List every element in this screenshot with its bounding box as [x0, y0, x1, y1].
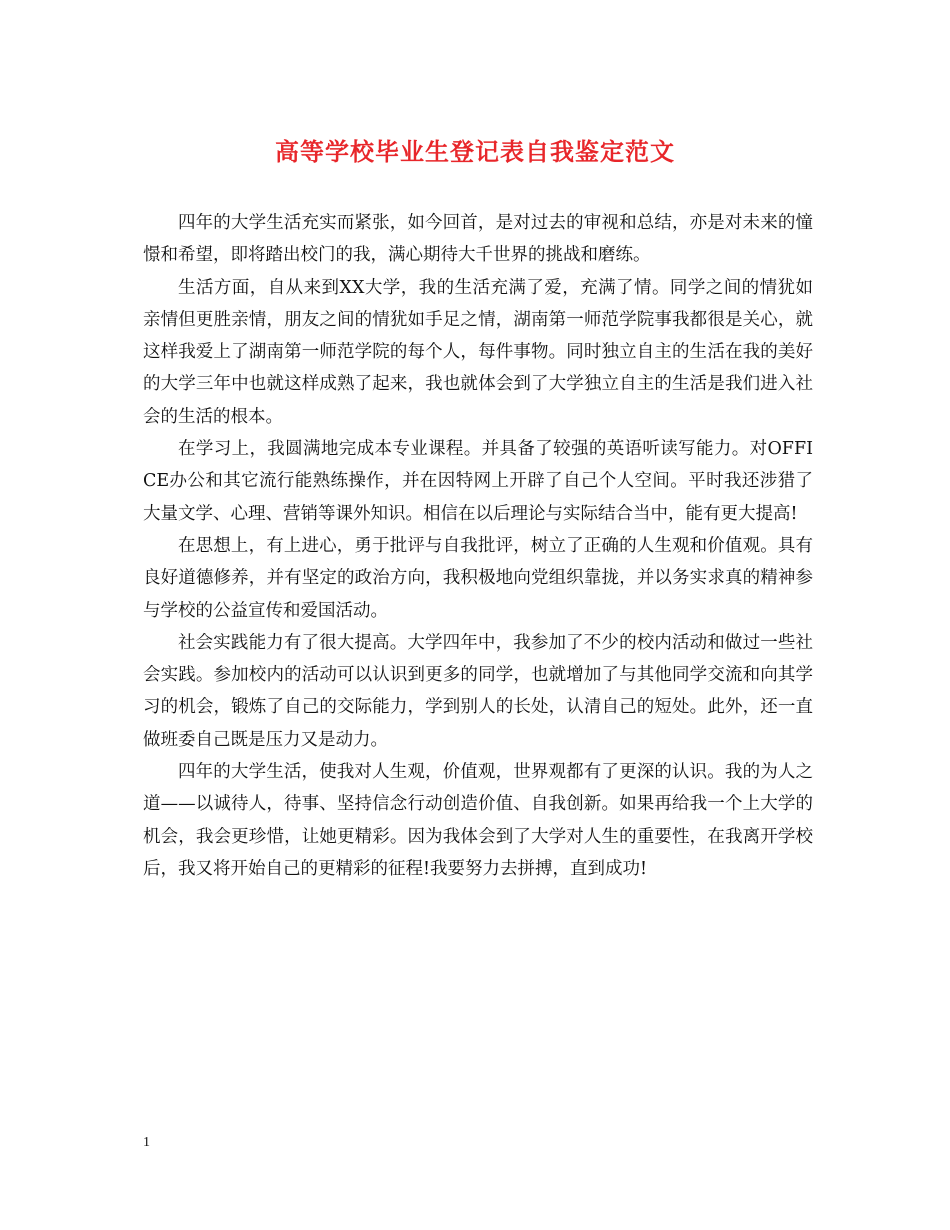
- document-title: 高等学校毕业生登记表自我鉴定范文: [275, 137, 675, 166]
- paragraph-study: 在学习上，我圆满地完成本专业课程。并具备了较强的英语听读写能力。对OFFICE办公和其它流行能熟练操作，并在因特网上开辟了自己个人空间。平时我还涉猎了大量文学、心理、营销等课外知识。相信在以后理论与实际结合当中，能有更大提高!: [143, 439, 813, 524]
- paragraph-practice: 社会实践能力有了很大提高。大学四年中，我参加了不少的校内活动和做过一些社会实践。参加校内的活动可以认识到更多的同学，也就增加了与其他同学交流和向其学习的机会，锻炼了自己的交际能力，学到别人的长处，认清自己的短处。此外，还一直做班委自己既是压力又是动力。: [143, 632, 813, 750]
- paragraph-intro: 四年的大学生活充实而紧张，如今回首，是对过去的审视和总结，亦是对未来的憧憬和希望，即将踏出校门的我，满心期待大千世界的挑战和磨练。: [143, 213, 813, 266]
- paragraph-life: 生活方面，自从来到XX大学，我的生活充满了爱，充满了情。同学之间的情犹如亲情但更胜亲情，朋友之间的情犹如手足之情，湖南第一师范学院事我都很是关心，就这样我爱上了湖南第一师范学院的每个人，每件事物。同时独立自主的生活在我的美好的大学三年中也就这样成熟了起来，我也就体会到了大学独立自主的生活是我们进入社会的生活的根本。: [143, 277, 813, 427]
- page-number: 1: [143, 1135, 150, 1150]
- document-body: [143, 207, 813, 885]
- paragraph-conclusion: 四年的大学生活，使我对人生观，价值观，世界观都有了更深的认识。我的为人之道——以诚待人，待事、坚持信念行动创造价值、自我创新。如果再给我一个上大学的机会，我会更珍惜，让她更精彩。因为我体会到了大学对人生的重要性，在我离开学校后，我又将开始自己的更精彩的征程!我要努力去拼搏，直到成功!: [143, 762, 813, 879]
- paragraph-thought: 在思想上，有上进心，勇于批评与自我批评，树立了正确的人生观和价值观。具有良好道德修养，并有坚定的政治方向，我积极地向党组织靠拢，并以务实求真的精神参与学校的公益宣传和爱国活动。: [143, 535, 813, 621]
